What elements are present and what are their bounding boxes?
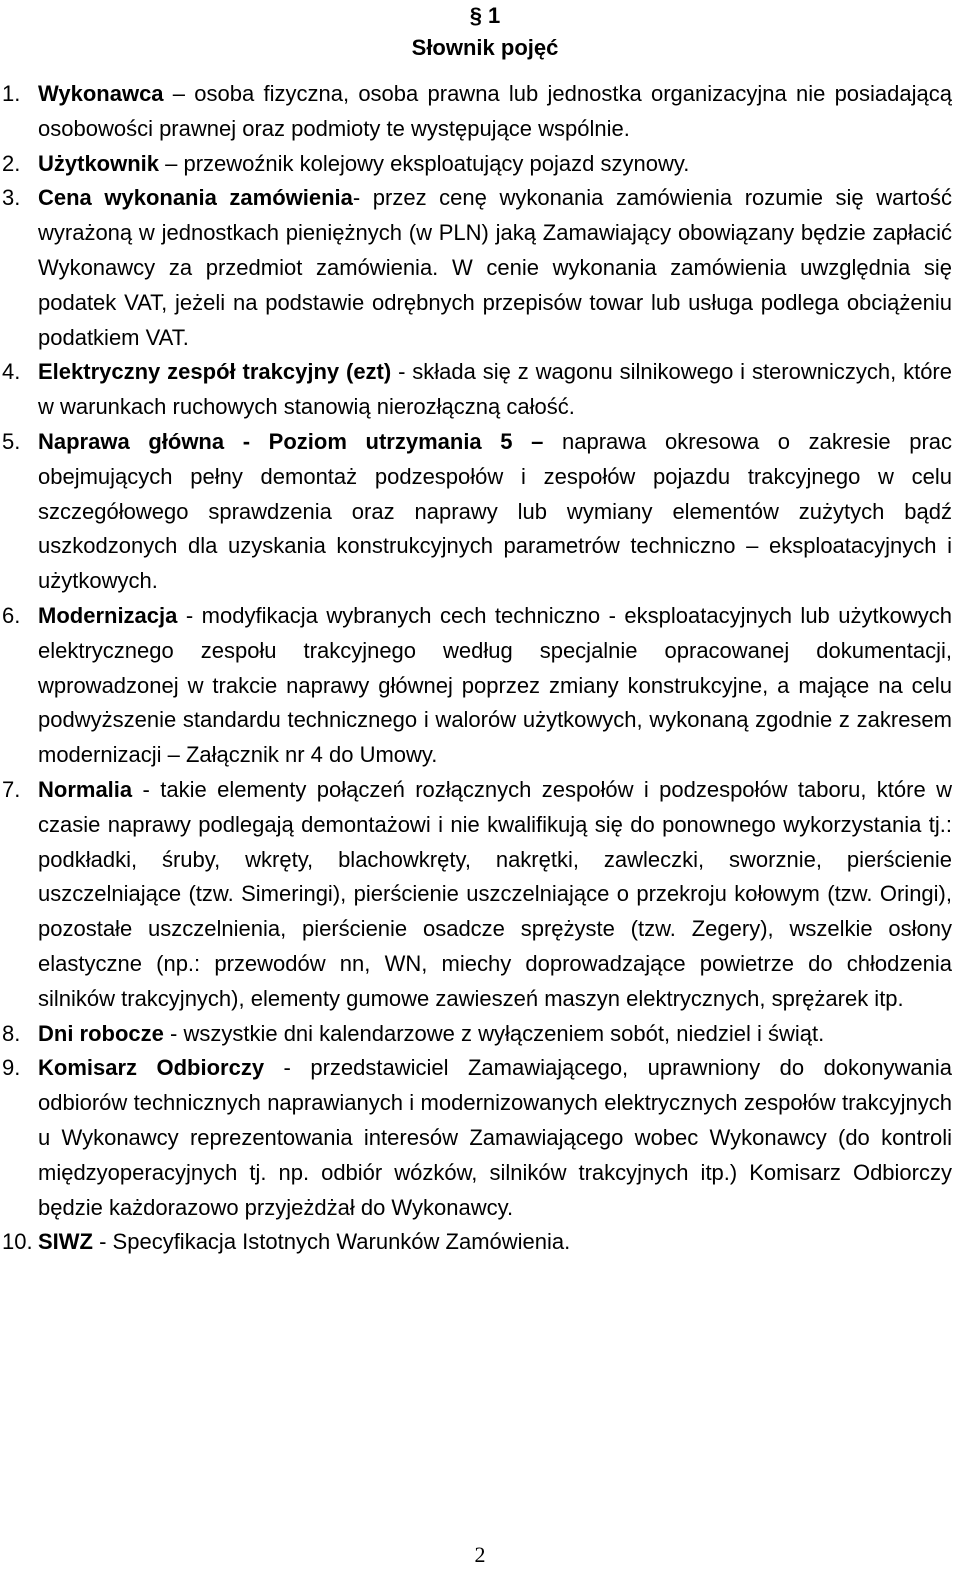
- definition: – osoba fizyczna, osoba prawna lub jednostka organizacyjna nie posiadającą osobowości prawnej oraz podmioty te występujące wspólnie.: [38, 81, 952, 141]
- term: Dni robocze: [38, 1020, 164, 1046]
- list-item: [0, 77, 952, 147]
- term: Modernizacja: [38, 602, 178, 628]
- definition: – przewoźnik kolejowy eksploatujący pojazd szynowy.: [159, 150, 690, 176]
- term: Normalia: [38, 776, 133, 802]
- item-number: 8.: [2, 1020, 21, 1046]
- term: Komisarz Odbiorczy: [38, 1055, 265, 1081]
- item-number: 3.: [2, 185, 21, 211]
- term: Cena wykonania zamówienia: [38, 185, 353, 211]
- item-number: 9.: [2, 1055, 21, 1081]
- term: Naprawa główna - Poziom utrzymania 5 –: [38, 428, 544, 454]
- term: Elektryczny zespół trakcyjny (ezt): [38, 359, 392, 385]
- definition: - wszystkie dni kalendarzowe z wyłączeniem sobót, niedziel i świąt.: [163, 1020, 825, 1046]
- list-item: [0, 599, 952, 773]
- definition: naprawa okresowa o zakresie prac obejmujących pełny demontaż podzespołów i zespołów pojazdu trakcyjnego w celu szczegółowego sprawdzenia oraz naprawy lub wymiany elementów zużytych bądź uszkodzonych dla uzyskania konstrukcyjnych parametrów techniczno – eksploatacyjnych i użytkowych.: [38, 428, 952, 594]
- list-item: [0, 1051, 952, 1225]
- definition: - modyfikacja wybranych cech techniczno - eksploatacyjnych lub użytkowych elektrycznego zespołu trakcyjnego według specjalnie opracowanej dokumentacji, wprowadzonej w trakcie naprawy głównej poprzez zmiany konstrukcyjne, a mające na celu podwyższenie standardu technicznego i walorów użytkowych, wykonaną zgodnie z zakresem modernizacji – Załącznik nr 4 do Umowy.: [38, 602, 952, 768]
- term: SIWZ: [38, 1229, 93, 1255]
- list-item: [0, 181, 952, 355]
- item-number: 2.: [2, 150, 21, 176]
- list-item: [0, 147, 952, 182]
- definition: - Specyfikacja Istotnych Warunków Zamówienia.: [93, 1229, 571, 1255]
- list-item: [0, 425, 952, 599]
- list-item: [0, 355, 952, 425]
- section-number: § 1: [469, 3, 501, 28]
- item-number: 4.: [2, 359, 21, 385]
- section-title: Słownik pojęć: [411, 35, 559, 60]
- definition: - przez cenę wykonania zamówienia rozumie się wartość wyrażoną w jednostkach pieniężnych (w PLN) jaką Zamawiający obowiązany będzie zapłacić Wykonawcy za przedmiot zamówienia. W cenie wykonania zamówienia uwzględnia się podatek VAT, jeżeli na podstawie odrębnych przepisów towar lub usługa podlega obciążeniu podatkiem VAT.: [38, 185, 953, 350]
- definition: - takie elementy połączeń rozłącznych zespołów i podzespołów taboru, które w czasie naprawy podlegają demontażowi i nie kwalifikują się do ponownego wykorzystania tj.: podkładki, śruby, wkręty, blachowkręty, nakrętki, zawleczki, sworznie, pierścienie uszczelniające (tzw. Simeringi), pierścienie uszczelniające o przekroju kołowym (tzw. Oringi), pozostałe uszczelnienia, pierścienie osadcze sprężyste (tzw. Zegery), wszelkie osłony elastyczne (np.: przewodów nn, WN, miechy doprowadzające powietrze do chłodzenia silników trakcyjnych), elementy gumowe zawieszeń maszyn elektrycznych, sprężarek itp.: [38, 776, 952, 1011]
- list-item: [0, 1225, 952, 1260]
- item-number: 10.: [2, 1229, 33, 1255]
- item-number: 6.: [2, 602, 21, 628]
- definition: - przedstawiciel Zamawiającego, uprawniony do dokonywania odbiorów technicznych naprawianych i modernizowanych elektrycznych zespołów trakcyjnych u Wykonawcy reprezentowania interesów Zamawiającego wobec Wykonawcy (do kontroli międzyoperacyjnych tj. np. odbiór wózków, silników trakcyjnych itp.) Komisarz Odbiorczy będzie każdorazowo przyjeżdżał do Wykonawcy.: [38, 1055, 952, 1220]
- definition: - składa się z wagonu silnikowego i sterowniczych, które w warunkach ruchowych stanowią nierozłączną całość.: [38, 359, 952, 420]
- item-number: 5.: [2, 428, 21, 454]
- definitions-list: [0, 77, 952, 1260]
- page-number: 2: [474, 1542, 486, 1567]
- item-number: 7.: [2, 776, 21, 802]
- term: Użytkownik: [38, 150, 160, 176]
- list-item: [0, 1017, 952, 1052]
- item-number: 1.: [2, 81, 21, 106]
- list-item: [0, 773, 952, 1017]
- term: Wykonawca: [38, 81, 164, 106]
